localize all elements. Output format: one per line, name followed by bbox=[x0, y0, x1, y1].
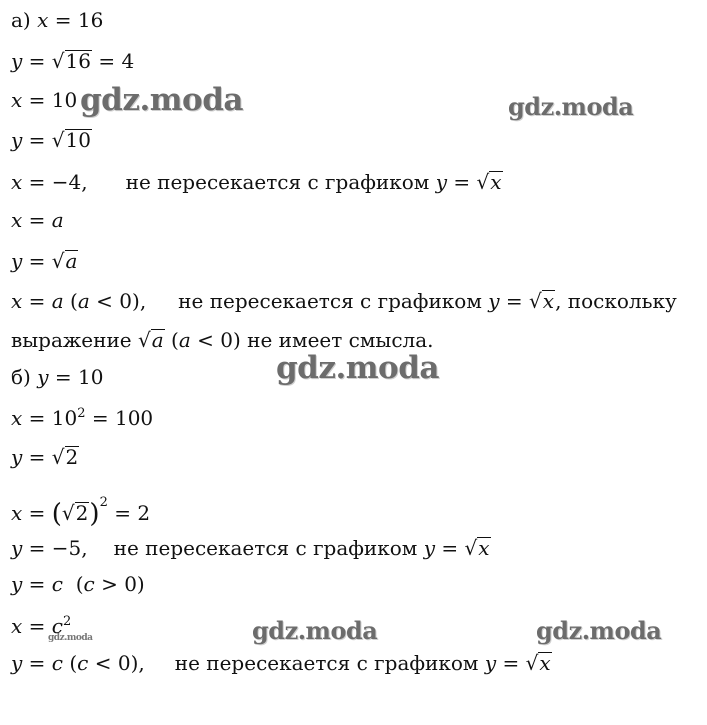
open-paren: ( bbox=[51, 499, 62, 529]
equals: = bbox=[435, 536, 465, 560]
sqrt-expression: √x bbox=[525, 651, 551, 675]
watermark: gdz.moda bbox=[252, 616, 378, 645]
value: a bbox=[51, 289, 64, 313]
radicand: x bbox=[478, 536, 490, 560]
var-y: y bbox=[11, 128, 23, 152]
equals: = bbox=[22, 445, 52, 469]
var-y: y bbox=[484, 651, 497, 675]
equals: = bbox=[22, 651, 52, 675]
var-x: x bbox=[37, 8, 49, 32]
condition-var: a bbox=[178, 328, 191, 352]
condition-close: < 0) bbox=[190, 328, 241, 352]
power-exponent: 2 bbox=[99, 495, 108, 510]
equals: = bbox=[447, 170, 477, 194]
value: c bbox=[51, 651, 63, 675]
equals: = bbox=[22, 208, 52, 232]
line-b-6 bbox=[11, 571, 145, 597]
power-exponent: 2 bbox=[62, 614, 72, 629]
part-a-marker: а) bbox=[11, 8, 31, 32]
condition-close: < 0), bbox=[89, 289, 147, 313]
line-a-8 bbox=[11, 288, 677, 314]
var-x: x bbox=[11, 501, 23, 525]
line-b-8 bbox=[11, 650, 552, 676]
equals: = bbox=[48, 8, 78, 32]
line-a-5 bbox=[11, 169, 503, 195]
equals: = bbox=[92, 49, 122, 73]
var-x: x bbox=[11, 289, 23, 313]
watermark: gdz.moda bbox=[276, 350, 439, 386]
var-y: y bbox=[423, 536, 436, 560]
watermark: gdz.moda bbox=[48, 633, 93, 643]
equals: = bbox=[48, 365, 78, 389]
radicand: x bbox=[542, 289, 555, 313]
result: 4 bbox=[121, 49, 135, 73]
value: a bbox=[51, 208, 64, 232]
line-b-1 bbox=[11, 364, 103, 390]
line-a-1 bbox=[11, 7, 103, 33]
watermark: gdz.moda bbox=[508, 92, 634, 121]
explanation-text-cont: не имеет смысла. bbox=[240, 328, 434, 352]
equals: = bbox=[22, 536, 52, 560]
explanation-text: не пересекается с графиком bbox=[178, 289, 489, 313]
watermark: gdz.moda bbox=[536, 616, 662, 645]
var-y: y bbox=[37, 365, 49, 389]
result: 2 bbox=[137, 501, 151, 525]
radicand: 2 bbox=[65, 445, 79, 469]
explanation-text-cont: , поскольку bbox=[555, 289, 677, 313]
condition-open: ( bbox=[63, 572, 84, 596]
line-a-4 bbox=[11, 127, 92, 153]
line-a-7 bbox=[11, 248, 78, 274]
watermark: gdz.moda bbox=[80, 82, 243, 118]
equals: = bbox=[22, 249, 52, 273]
var-x: x bbox=[11, 208, 23, 232]
sqrt-expression: √x bbox=[464, 536, 490, 560]
sqrt-expression: √x bbox=[476, 170, 502, 194]
var-y: y bbox=[435, 170, 447, 194]
power-base: c bbox=[51, 614, 63, 638]
power-base: 10 bbox=[51, 406, 78, 430]
equals: = bbox=[22, 49, 52, 73]
equals: = bbox=[22, 170, 52, 194]
explanation-text: не пересекается с графиком bbox=[125, 170, 436, 194]
equals: = bbox=[22, 406, 52, 430]
line-a-9 bbox=[11, 327, 434, 353]
condition-var: a bbox=[77, 289, 90, 313]
explanation-text: выражение bbox=[11, 328, 138, 352]
sqrt-expression: √2 bbox=[51, 445, 79, 469]
condition-var: c bbox=[77, 651, 89, 675]
radicand: 16 bbox=[65, 49, 91, 73]
sqrt-expression: √a bbox=[138, 328, 164, 352]
equals: = bbox=[22, 572, 52, 596]
close-paren: ) bbox=[89, 499, 100, 529]
value: 10 bbox=[78, 365, 104, 389]
equals: = bbox=[496, 651, 526, 675]
equals: = bbox=[22, 88, 52, 112]
sqrt-expression: √10 bbox=[51, 128, 91, 152]
radicand: x bbox=[539, 651, 551, 675]
condition-close: < 0), bbox=[88, 651, 145, 675]
equals: = bbox=[22, 614, 52, 638]
line-b-7 bbox=[11, 609, 71, 639]
line-a-6 bbox=[11, 207, 64, 233]
radicand: x bbox=[490, 170, 502, 194]
equals: = bbox=[85, 406, 115, 430]
var-y: y bbox=[11, 572, 23, 596]
line-b-3 bbox=[11, 444, 79, 470]
var-x: x bbox=[11, 406, 23, 430]
var-y: y bbox=[488, 289, 500, 313]
condition-open: ( bbox=[63, 289, 78, 313]
explanation-text: не пересекается с графиком bbox=[113, 536, 424, 560]
value: 16 bbox=[77, 8, 104, 32]
explanation-text: не пересекается с графиком bbox=[174, 651, 485, 675]
condition-close: > 0) bbox=[94, 572, 145, 596]
sqrt-expression: √16 bbox=[51, 49, 91, 73]
value: −4, bbox=[51, 170, 88, 194]
equals: = bbox=[22, 501, 52, 525]
var-x: x bbox=[11, 170, 23, 194]
line-a-2 bbox=[11, 48, 134, 74]
sqrt-expression: √2 bbox=[61, 501, 89, 525]
var-x: x bbox=[11, 88, 23, 112]
equals: = bbox=[22, 289, 52, 313]
var-y: y bbox=[11, 445, 23, 469]
condition-var: c bbox=[83, 572, 95, 596]
condition-open: ( bbox=[63, 651, 78, 675]
radicand: 10 bbox=[65, 128, 91, 152]
line-a-3 bbox=[11, 87, 77, 113]
line-b-2 bbox=[11, 401, 153, 431]
value: −5, bbox=[51, 536, 88, 560]
var-y: y bbox=[11, 249, 23, 273]
power-exponent: 2 bbox=[77, 406, 86, 421]
var-x: x bbox=[11, 614, 23, 638]
value: c bbox=[51, 572, 63, 596]
part-b-marker: б) bbox=[11, 365, 31, 389]
line-b-5 bbox=[11, 535, 491, 561]
sqrt-expression: √x bbox=[529, 289, 555, 313]
var-y: y bbox=[11, 651, 23, 675]
result: 100 bbox=[114, 406, 154, 430]
equals: = bbox=[499, 289, 530, 313]
line-b-4 bbox=[11, 490, 150, 527]
radicand: 2 bbox=[75, 501, 89, 525]
radicand: a bbox=[151, 328, 164, 352]
var-y: y bbox=[11, 536, 23, 560]
sqrt-expression: √a bbox=[51, 249, 78, 273]
value: 10 bbox=[51, 88, 78, 112]
equals: = bbox=[22, 128, 52, 152]
var-y: y bbox=[11, 49, 23, 73]
radicand: a bbox=[65, 249, 78, 273]
equals: = bbox=[107, 501, 138, 525]
condition-open: ( bbox=[164, 328, 179, 352]
